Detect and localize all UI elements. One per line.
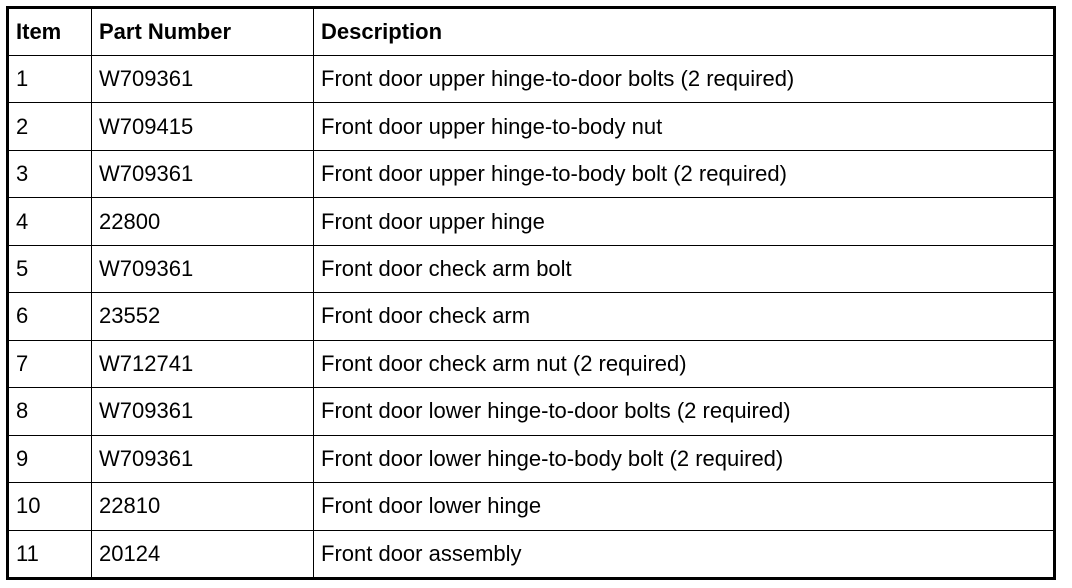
table-row	[8, 388, 1055, 435]
cell-item: 8	[8, 388, 92, 435]
cell-description: Front door check arm nut (2 required)	[314, 340, 1055, 387]
cell-description: Front door check arm bolt	[314, 245, 1055, 292]
cell-part-number: 23552	[92, 293, 314, 340]
cell-description: Front door upper hinge-to-door bolts (2 required)	[314, 56, 1055, 103]
cell-part-number: W709361	[92, 56, 314, 103]
cell-description: Front door upper hinge-to-body nut	[314, 103, 1055, 150]
parts-table	[6, 6, 1056, 580]
table-row	[8, 293, 1055, 340]
cell-part-number: W709361	[92, 245, 314, 292]
table-body	[8, 56, 1055, 579]
header-description: Description	[314, 8, 1055, 56]
cell-part-number: 22810	[92, 483, 314, 530]
cell-description: Front door check arm	[314, 293, 1055, 340]
cell-description: Front door upper hinge-to-body bolt (2 required)	[314, 150, 1055, 197]
table-header-row	[8, 8, 1055, 56]
table-row	[8, 103, 1055, 150]
cell-item: 11	[8, 530, 92, 578]
cell-description: Front door assembly	[314, 530, 1055, 578]
cell-item: 1	[8, 56, 92, 103]
table-row	[8, 245, 1055, 292]
cell-part-number: W709361	[92, 388, 314, 435]
cell-description: Front door lower hinge	[314, 483, 1055, 530]
cell-description: Front door upper hinge	[314, 198, 1055, 245]
cell-item: 7	[8, 340, 92, 387]
cell-item: 9	[8, 435, 92, 482]
cell-item: 3	[8, 150, 92, 197]
cell-description: Front door lower hinge-to-body bolt (2 required)	[314, 435, 1055, 482]
cell-part-number: W709415	[92, 103, 314, 150]
cell-item: 5	[8, 245, 92, 292]
table-row	[8, 150, 1055, 197]
table-row	[8, 435, 1055, 482]
cell-part-number: 20124	[92, 530, 314, 578]
cell-part-number: 22800	[92, 198, 314, 245]
cell-description: Front door lower hinge-to-door bolts (2 required)	[314, 388, 1055, 435]
table-row	[8, 56, 1055, 103]
table-row	[8, 340, 1055, 387]
cell-part-number: W712741	[92, 340, 314, 387]
table-row	[8, 198, 1055, 245]
cell-item: 10	[8, 483, 92, 530]
table-row	[8, 530, 1055, 578]
cell-item: 2	[8, 103, 92, 150]
cell-part-number: W709361	[92, 435, 314, 482]
cell-item: 6	[8, 293, 92, 340]
table-row	[8, 483, 1055, 530]
header-item: Item	[8, 8, 92, 56]
cell-item: 4	[8, 198, 92, 245]
cell-part-number: W709361	[92, 150, 314, 197]
header-part-number: Part Number	[92, 8, 314, 56]
